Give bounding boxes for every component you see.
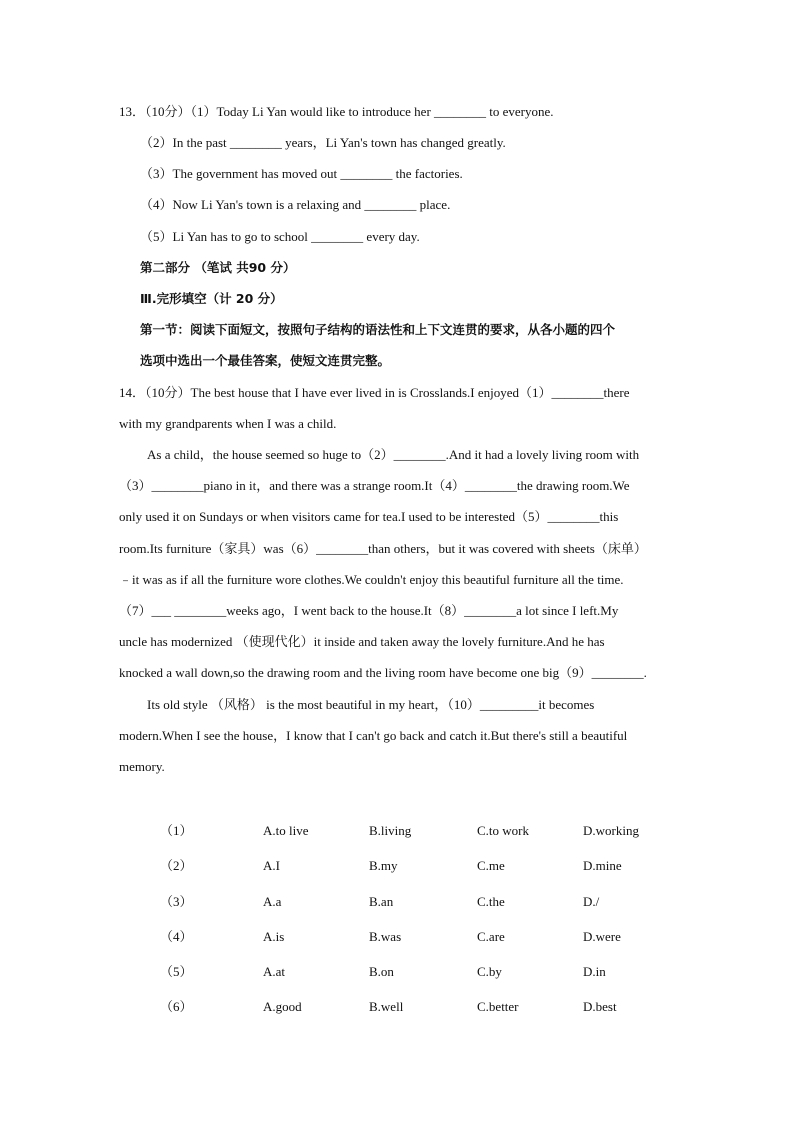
option-b[interactable]: B.on [369,964,394,979]
q14-line-1: 14．（10分）The best house that I have ever lived in is Crosslands.I enjoyed（1）________there [119,385,630,400]
option-d[interactable]: D.were [583,929,621,944]
option-number: （3） [160,894,193,909]
instruction-line-1: 第一节：阅读下面短文，按照句子结构的语法性和上下文连贯的要求，从各小题的四个 [140,322,616,337]
instruction-line-2: 选项中选出一个最佳答案，使短文连贯完整。 [140,353,391,368]
option-d[interactable]: D./ [583,894,600,909]
section-three-heading: Ⅲ.完形填空（计 20 分） [140,291,283,306]
option-a[interactable]: A.a [263,894,282,909]
option-a[interactable]: A.I [263,858,280,873]
option-c[interactable]: C.the [477,894,505,909]
option-b[interactable]: B.well [369,999,404,1014]
option-d[interactable]: D.working [583,823,639,838]
q13-line-5: （5）Li Yan has to go to school ________ every day. [140,229,420,244]
option-number: （2） [160,858,193,873]
option-a[interactable]: A.good [263,999,302,1014]
option-b[interactable]: B.was [369,929,402,944]
option-b[interactable]: B.an [369,894,394,909]
option-number: （6） [160,999,193,1014]
option-c[interactable]: C.better [477,999,519,1014]
option-d[interactable]: D.best [583,999,617,1014]
option-a[interactable]: A.is [263,929,285,944]
q13-line-3: （3）The government has moved out ________ the factories. [140,166,463,181]
q14-line-3: As a child，the house seemed so huge to（2）________.And it had a lovely living room with [147,447,640,462]
option-c[interactable]: C.by [477,964,502,979]
q14-line-6: room.Its furniture（家具）was（6）________than others，but it was covered with sheets（床单） [119,541,647,556]
part-two-heading: 第二部分 （笔试 共90 分） [140,260,296,275]
q14-line-12: modern.When I see the house，I know that I can't go back and catch it.But there's still a beautiful [119,728,628,743]
option-c[interactable]: C.me [477,858,505,873]
option-number: （5） [160,964,193,979]
q14-line-8: （7）___ ________weeks ago，I went back to the house.It（8）________a lot since I left.My [119,603,619,618]
q14-line-13: memory. [119,759,165,774]
q14-line-11: Its old style （风格） is the most beautiful in my heart，（10）_________it becomes [147,697,595,712]
q14-line-9: uncle has modernized （使现代化）it inside and taken away the lovely furniture.And he has [119,634,605,649]
option-b[interactable]: B.living [369,823,412,838]
q13-line-4: （4）Now Li Yan's town is a relaxing and ________ place. [140,197,451,212]
option-d[interactable]: D.mine [583,858,622,873]
q14-line-10: knocked a wall down,so the drawing room and the living room have become one big（9）________. [119,665,647,680]
q13-line-1: 13．（10分）（1）Today Li Yan would like to introduce her ________ to everyone. [119,104,554,119]
q14-line-2: with my grandparents when I was a child. [119,416,337,431]
option-number: （4） [160,929,193,944]
option-d[interactable]: D.in [583,964,606,979]
option-c[interactable]: C.to work [477,823,529,838]
option-a[interactable]: A.to live [263,823,309,838]
q14-line-7: ﹣it was as if all the furniture wore clothes.We couldn't enjoy this beautiful furniture all the time. [119,572,624,587]
option-c[interactable]: C.are [477,929,505,944]
option-a[interactable]: A.at [263,964,286,979]
q14-line-4: （3）________piano in it，and there was a strange room.It（4）________the drawing room.We [119,478,630,493]
option-b[interactable]: B.my [369,858,398,873]
q13-line-2: （2）In the past ________ years，Li Yan's town has changed greatly. [140,135,506,150]
option-number: （1） [160,823,193,838]
q14-line-5: only used it on Sundays or when visitors came for tea.I used to be interested（5）________this [119,509,619,524]
